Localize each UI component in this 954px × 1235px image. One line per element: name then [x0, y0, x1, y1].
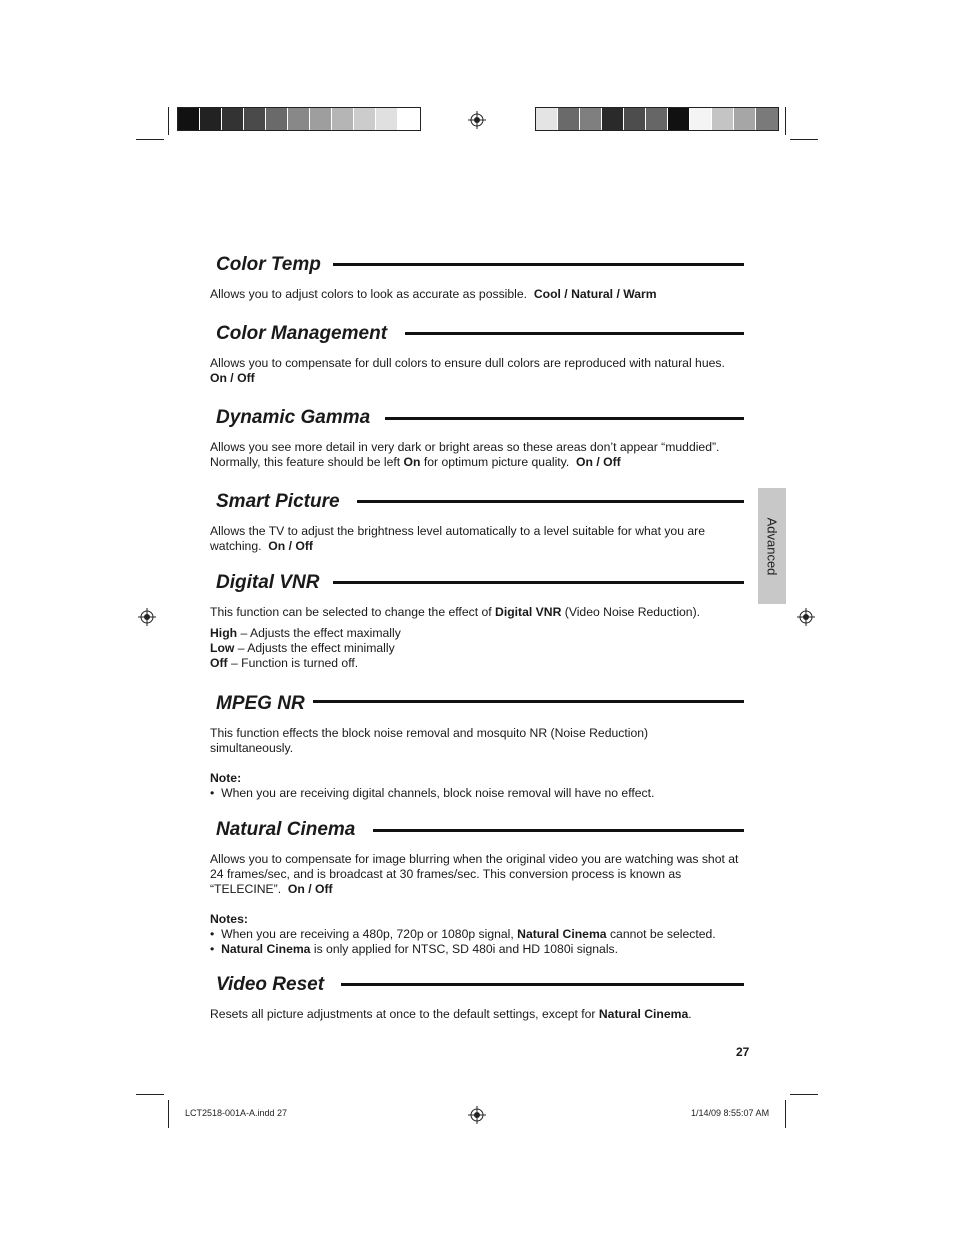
- section-body-video-reset: Resets all picture adjustments at once to the default settings, except for Natural Cinema.: [210, 1007, 692, 1021]
- options-text: On / Off: [287, 882, 333, 896]
- section-body-mpeg-nr: This function effects the block noise removal and mosquito NR (Noise Reduction) simultaneously.: [210, 726, 649, 755]
- side-tab-label: Advanced: [764, 517, 780, 575]
- registration-mark-icon: [468, 1106, 486, 1124]
- footer-date: 1/14/09 8:55:07 AM: [691, 1108, 770, 1118]
- color-swatch: [580, 108, 602, 130]
- color-swatch: [690, 108, 712, 130]
- color-swatch: [310, 108, 332, 130]
- section-title-natural-cinema: Natural Cinema: [216, 819, 356, 840]
- section-title-color-temp: Color Temp: [216, 254, 321, 275]
- section-rule: [405, 332, 744, 335]
- color-swatch: [244, 108, 266, 130]
- color-swatch: [624, 108, 646, 130]
- vnr-options-list: [210, 626, 750, 671]
- section-title-video-reset: Video Reset: [216, 974, 325, 995]
- options-text: On / Off: [576, 455, 621, 469]
- color-swatch: [200, 108, 222, 130]
- crop-mark: [168, 107, 169, 135]
- registration-mark-icon: [797, 608, 815, 626]
- color-swatch: [266, 108, 288, 130]
- crop-mark: [790, 1094, 818, 1095]
- page-number: 27: [736, 1045, 750, 1059]
- crop-mark: [136, 139, 164, 140]
- section-title-digital-vnr: Digital VNR: [216, 572, 320, 593]
- color-swatch: [734, 108, 756, 130]
- section-rule: [333, 263, 744, 266]
- section-title-smart-picture: Smart Picture: [216, 491, 340, 512]
- section-title-dynamic-gamma: Dynamic Gamma: [216, 407, 371, 428]
- note-block: Note: • When you are receiving digital channels, block noise removal will have no effect.: [210, 771, 655, 800]
- options-text: On / Off: [268, 539, 313, 553]
- section-body-dynamic-gamma: Allows you see more detail in very dark or bright areas so these areas don’t appear “muddied”. Normally, this feature should be left On for optimum picture quality. On / Off: [210, 440, 720, 469]
- color-swatch: [222, 108, 244, 130]
- color-swatch: [602, 108, 624, 130]
- section-rule: [373, 829, 744, 832]
- options-text: On / Off: [210, 371, 255, 385]
- footer-file-name: LCT2518-001A-A.indd 27: [185, 1108, 288, 1118]
- section-body-digital-vnr: This function can be selected to change the effect of Digital VNR (Video Noise Reduction).: [210, 605, 701, 619]
- crop-mark: [136, 1094, 164, 1095]
- section-body-smart-picture: Allows the TV to adjust the brightness level automatically to a level suitable for what you are watching. On / Off: [210, 524, 705, 553]
- color-swatch: [332, 108, 354, 130]
- section-body-color-temp: Allows you to adjust colors to look as accurate as possible. Cool / Natural / Warm: [210, 287, 657, 301]
- color-swatch: [354, 108, 376, 130]
- section-rule: [333, 581, 744, 584]
- section-title-mpeg-nr: MPEG NR: [216, 693, 305, 714]
- color-swatch: [558, 108, 580, 130]
- crop-mark: [790, 139, 818, 140]
- section-title-color-management: Color Management: [216, 323, 388, 344]
- section-rule: [357, 500, 744, 503]
- section-rule: [385, 417, 744, 420]
- color-swatch: [712, 108, 734, 130]
- crop-mark: [785, 107, 786, 135]
- list-item: Off – Function is turned off.: [210, 656, 359, 670]
- color-swatch: [668, 108, 690, 130]
- color-swatch: [756, 108, 778, 130]
- color-bar-left: [177, 107, 421, 131]
- registration-mark-icon: [138, 608, 156, 626]
- notes-block: Notes: • When you are receiving a 480p, 720p or 1080p signal, Natural Cinema cannot be selected. • Natural Cinema is only applied for NTSC, SD 480i and HD 1080i signals.: [210, 912, 716, 956]
- registration-mark-icon: [468, 111, 486, 129]
- list-item: High – Adjusts the effect maximally: [210, 626, 401, 640]
- color-swatch: [178, 108, 200, 130]
- crop-mark: [785, 1100, 786, 1128]
- color-swatch: [288, 108, 310, 130]
- color-swatch: [398, 108, 420, 130]
- section-rule: [313, 700, 744, 703]
- section-body-natural-cinema: Allows you to compensate for image blurring when the original video you are watching was shot at 24 frames/sec, and is broadcast at 30 frames/sec. This conversion process is known as “TELECINE”. On / Off: [210, 852, 739, 896]
- color-swatch: [536, 108, 558, 130]
- color-bar-right: [535, 107, 779, 131]
- color-swatch: [646, 108, 668, 130]
- crop-mark: [168, 1100, 169, 1128]
- color-swatch: [376, 108, 398, 130]
- side-tab-advanced: [758, 488, 786, 604]
- list-item: Low – Adjusts the effect minimally: [210, 641, 395, 655]
- section-rule: [341, 983, 744, 986]
- section-body-color-management: Allows you to compensate for dull colors to ensure dull colors are reproduced with natural hues. On / Off: [210, 356, 725, 385]
- options-text: Cool / Natural / Warm: [533, 287, 657, 301]
